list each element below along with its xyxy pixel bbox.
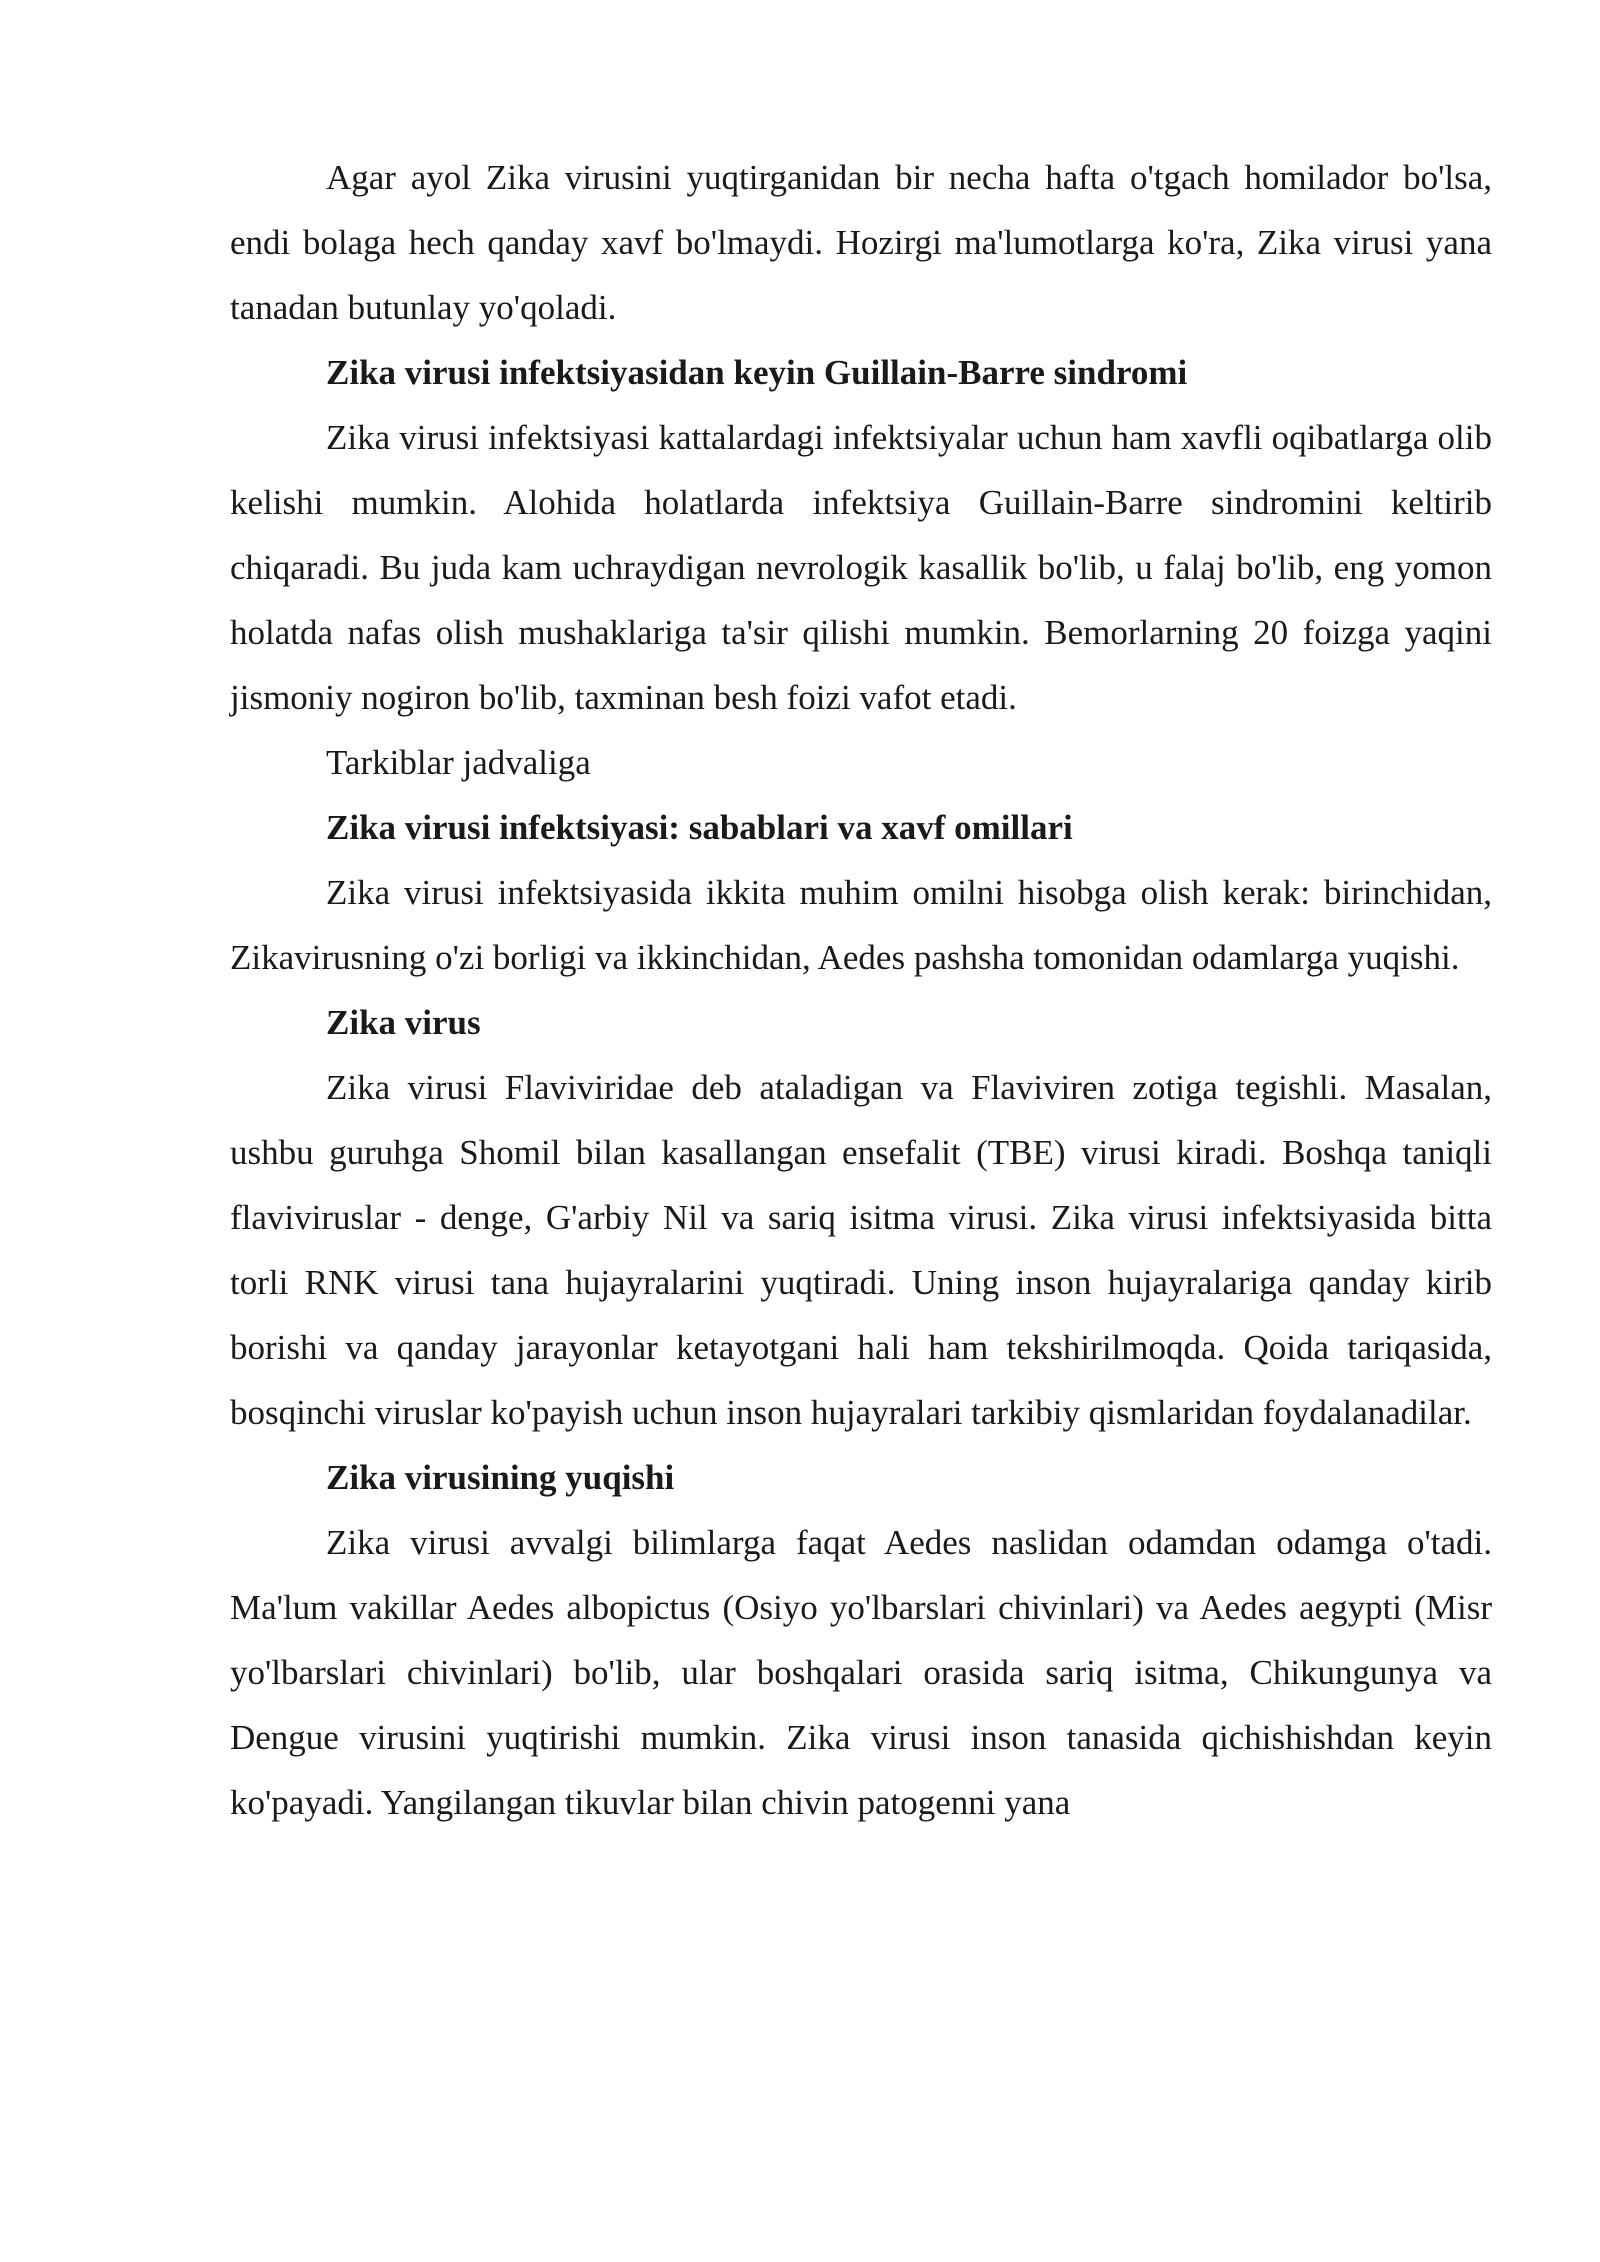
paragraph-zika-virus: Zika virusi Flaviviridae deb ataladigan va Flaviviren zotiga tegishli. Masalan, ushbu guruhga Shomil bilan kasallangan ensefalit (TBE) virusi kiradi. Boshqa taniqli flaviviruslar - denge, G'arbiy Nil va sariq isitma virusi. Zika virusi infektsiyasida bitta torli RNK virusi tana hujayralarini yuqtiradi. Uning inson hujayralariga qanday kirib borishi va qanday jarayonlar ketayotgani hali ham tekshirilmoqda. Qoida tariqasida, bosqinchi viruslar ko'payish uchun inson hujayralari tarkibiy qismlaridan foydalanadilar.	[230, 1068, 1492, 1432]
heading-causes-risk-factors: Zika virusi infektsiyasi: sabablari va xavf omillari	[326, 808, 1073, 847]
document-page	[230, 145, 1492, 1835]
paragraph-guillain-barre: Zika virusi infektsiyasi kattalardagi infektsiyalar uchun ham xavfli oqibatlarga olib kelishi mumkin. Alohida holatlarda infektsiya Guillain-Barre sindromini keltirib chiqaradi. Bu juda kam uchraydigan nevrologik kasallik bo'lib, u falaj bo'lib, eng yomon holatda nafas olish mushaklariga ta'sir qilishi mumkin. Bemorlarning 20 foizga yaqini jismoniy nogiron bo'lib, taxminan besh foizi vafot etadi.	[230, 418, 1492, 717]
paragraph-pregnancy-risk: Agar ayol Zika virusini yuqtirganidan bir necha hafta o'tgach homilador bo'lsa, endi bolaga hech qanday xavf bo'lmaydi. Hozirgi ma'lumotlarga ko'ra, Zika virusi yana tanadan butunlay yo'qoladi.	[230, 158, 1492, 327]
heading-transmission: Zika virusining yuqishi	[326, 1458, 675, 1497]
paragraph-causes: Zika virusi infektsiyasida ikkita muhim omilni hisobga olish kerak: birinchidan, Zikavirusning o'zi borligi va ikkinchidan, Aedes pashsha tomonidan odamlarga yuqishi.	[230, 873, 1492, 977]
table-of-contents-link[interactable]: Tarkiblar jadvaliga	[326, 743, 591, 782]
heading-zika-virus: Zika virus	[326, 1003, 481, 1042]
paragraph-transmission: Zika virusi avvalgi bilimlarga faqat Aedes naslidan odamdan odamga o'tadi. Ma'lum vakillar Aedes albopictus (Osiyo yo'lbarslari chivinlari) va Aedes aegypti (Misr yo'lbarslari chivinlari) bo'lib, ular boshqalari orasida sariq isitma, Chikungunya va Dengue virusini yuqtirishi mumkin. Zika virusi inson tanasida qichishishdan keyin ko'payadi. Yangilangan tikuvlar bilan chivin patogenni yana	[230, 1523, 1492, 1822]
heading-guillain-barre: Zika virusi infektsiyasidan keyin Guillain-Barre sindromi	[326, 353, 1188, 392]
